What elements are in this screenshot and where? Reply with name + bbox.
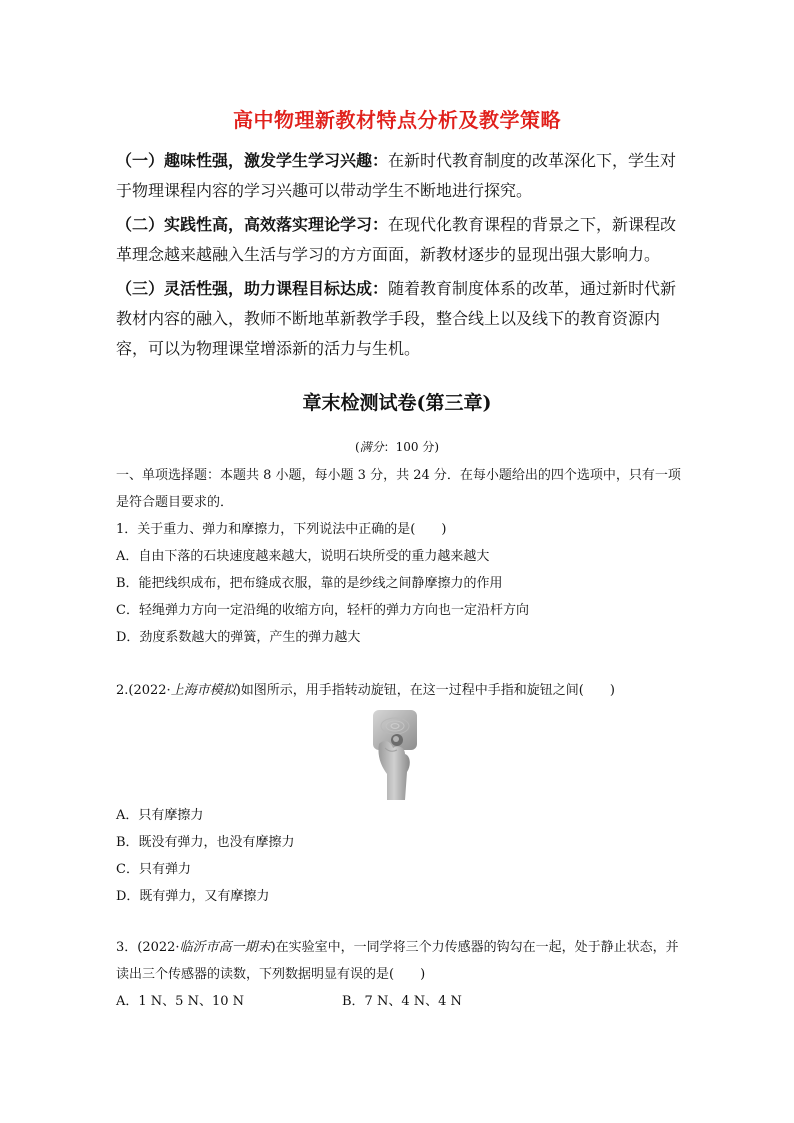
question-1-option-b: B．能把线织成布，把布缝成衣服，靠的是纱线之间静摩擦力的作用 [116,576,503,591]
question-1-stem: 1．关于重力、弹力和摩擦力，下列说法中正确的是( ) [116,522,447,537]
intro-paragraph-3 [116,274,682,364]
question-3-options-row [116,988,682,1015]
question-2-option-b: B．既没有弹力，也没有摩擦力 [116,835,295,850]
question-1-option-c: C．轻绳弹力方向一定沿绳的收缩方向，轻杆的弹力方向也一定沿杆方向 [116,603,529,618]
question-3-stem-line [116,934,682,988]
question-2-number: 2.(2022· [116,683,171,698]
intro-paragraph-2 [116,210,682,270]
intro-text-2: 在现代化教育课程的背景之下，新课程改革理念越来越融入生活与学习的方方面面，新教材逐步的显现出强大影响力。 [116,215,677,264]
score-label: 满分 [359,440,384,454]
question-2 [116,677,682,704]
intro-text-1: 在新时代教育制度的改革深化下，学生对于物理课程内容的学习兴趣可以带动学生不断地进行探究。 [116,151,677,200]
question-2-options [116,802,682,910]
intro-lead-1: （一）趣味性强，激发学生学习兴趣： [116,151,389,170]
question-2-stem: )如图所示，用手指转动旋钮，在这一过程中手指和旋钮之间( ) [235,683,615,698]
intro-paragraph-1 [116,146,682,206]
question-1-option-a: A．自由下落的石块速度越来越大，说明石块所受的重力越来越大 [116,549,490,564]
question-3-option-a: A．1 N、5 N、10 N [116,994,244,1009]
exam-title: 章末检测试卷(第三章) [302,392,492,414]
question-2-option-d: D．既有弹力，又有摩擦力 [116,889,270,904]
question-2-option-c: C．只有弹力 [116,862,191,877]
score-value: ：100 分) [383,440,440,454]
question-2-option-a: A．只有摩擦力 [116,808,204,823]
score-prefix: ( [354,440,360,454]
question-1 [116,516,682,651]
question-2-stem-line [116,677,682,704]
section-heading [116,462,682,516]
knob-hand-figure [371,708,421,800]
question-2-source: 上海市模拟 [170,683,236,698]
question-1-option-d: D．劲度系数越大的弹簧，产生的弹力越大 [116,630,361,645]
intro-lead-2: （二）实践性高，高效落实理论学习： [116,215,389,234]
question-3 [116,934,682,1015]
section-1-instructions: 一、单项选择题：本题共 8 小题，每小题 3 分，共 24 分．在每小题给出的四个选项中，只有一项是符合题目要求的． [116,468,681,510]
question-3-source: 临沂市高一期末 [179,940,271,955]
question-3-option-b: B．7 N、4 N、4 N [342,994,462,1009]
question-3-number: 3．(2022· [116,940,180,955]
full-score [0,438,794,455]
question-3-stem: )在实验室中，一同学将三个力传感器的钩勾在一起，处于静止状态，并读出三个传感器的读数，下列数据明显有误的是( ) [116,940,679,982]
intro-lead-3: （三）灵活性强，助力课程目标达成： [116,279,389,298]
intro-text-3: 随着教育制度体系的改革，通过新时代新教材内容的融入，教师不断地革新教学手段，整合线上以及线下的教育资源内容，可以为物理课堂增添新的活力与生机。 [116,279,677,358]
article-title: 高中物理新教材特点分析及教学策略 [233,108,561,132]
